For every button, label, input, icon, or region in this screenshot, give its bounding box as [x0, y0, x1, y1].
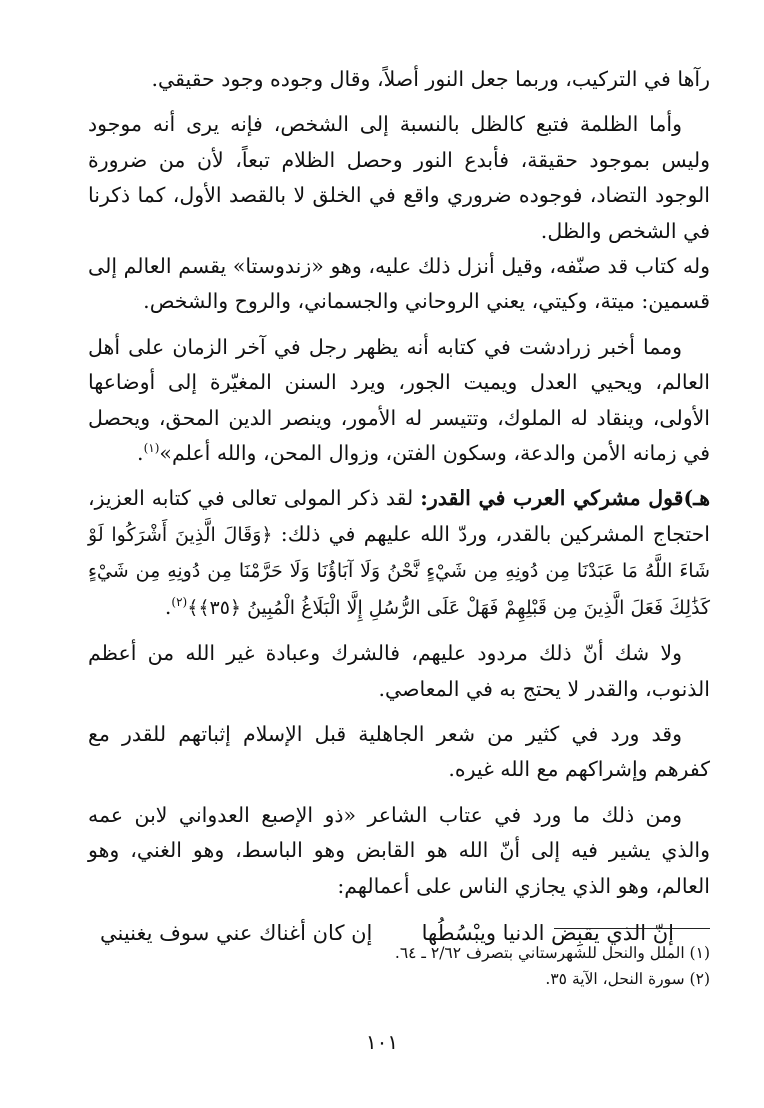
paragraph-7: وقد ورد في كثير من شعر الجاهلية قبل الإسلام إثباتهم للقدر مع كفرهم وإشراكهم مع الله غيره.: [88, 721, 710, 782]
footnote-1: (١) الملل والنحل للشهرستاني بتصرف ٢/٦٢ ـ ٦٤.: [394, 944, 710, 962]
paragraph-5: [88, 481, 710, 626]
paragraph-1: رآها في التركيب، وربما جعل النور أصلاً، وقال وجوده وجود حقيقي.: [151, 67, 710, 91]
quran-verse: ﴿وَقَالَ الَّذِينَ أَشْرَكُوا لَوْ شَاءَ اللَّهُ مَا عَبَدْنَا مِن دُونِهِ مِن شَيْءٍ نَّحْنُ وَلَا آبَاؤُنَا وَلَا حَرَّمْنَا مِن دُونِهِ مِن شَيْءٍ كَذَٰلِكَ فَعَلَ الَّذِينَ مِن قَبْلِهِمْ فَهَلْ عَلَى الرُّسُلِ إِلَّا الْبَلَاغُ الْمُبِينُ ﴿٣٥﴾﴾: [88, 523, 710, 619]
footnotes: [88, 940, 710, 992]
verse-first-hemistich: إنّ الذي يقبِض الدنيا ويبْسُطُها: [421, 920, 674, 945]
footnote-ref-1: (١): [143, 441, 160, 456]
paragraph-5-text: لقد ذكر المولى تعالى في كتابه العزيز، احتجاج المشركين بالقدر، وردّ الله عليهم في ذلك:: [88, 486, 710, 546]
paragraph-4-text: ومما أخبر زرادشت في كتابه أنه يظهر رجل في آخر الزمان على أهل العالم، ويحيي العدل ويميت الجور، ويرد السنن المغيّرة إلى أوضاعها الأولى، وينقاد له الملوك، وتتيسر له الأمور، وينصر الدين المحق، ويحصل في زمانه الأمن والدعة، وسكون الفتن، وزوال المحن، والله أعلم»: [88, 334, 710, 466]
verse-second-hemistich: إن كان أغناك عني سوف يغنيني: [100, 920, 373, 945]
paragraph-3: وله كتاب قد صنّفه، وقيل أنزل ذلك عليه، وهو «زندوستا» يقسم العالم إلى قسمين: ميتة، وكيتي، يعني الروحاني والجسماني، والروح والشخص.: [88, 254, 710, 314]
paragraph-5-end: .: [164, 594, 172, 619]
footnote-2: (٢) سورة النحل، الآية ٣٥.: [545, 970, 710, 988]
page-number: ١٠١: [365, 1030, 399, 1054]
main-text: [88, 62, 710, 951]
section-heading: هـ)قول مشركي العرب في القدر:: [420, 486, 711, 511]
paragraph-4: ومما أخبر زرادشت في كتابه أنه يظهر رجل في آخر الزمان على أهل العالم، ويحيي العدل ويميت الجور، ويرد السنن المغيّرة إلى أوضاعها الأولى، وينقاد له الملوك، وتتيسر له الأمور، وينصر الدين المحق، ويحصل في زمانه الأمن والدعة، وسكون الفتن، وزوال المحن، والله أعلم»$^{(١)}$.: [88, 334, 710, 466]
footnote-ref-2: (٢): [171, 594, 188, 609]
footnote-divider: [554, 928, 710, 929]
paragraph-2: وأما الظلمة فتبع كالظل بالنسبة إلى الشخص، فإنه يرى أنه موجود وليس بموجود حقيقة، فأبدع النور وحصل الظلام تبعاً، لأن من ضرورة الوجود التضاد، فوجوده ضروري واقع في الخلق لا بالقصد الأول، كما ذكرنا في الشخص والظل.: [88, 112, 711, 243]
paragraph-6: ولا شك أنّ ذلك مردود عليهم، فالشرك وعبادة غير الله من أعظم الذنوب، والقدر لا يحتج به في المعاصي.: [88, 641, 710, 701]
paragraph-8: ومن ذلك ما ورد في عتاب الشاعر «ذو الإصبع العدواني لابن عمه والذي يشير فيه إلى أنّ الله هو القابض وهو الباسط، وهو الغني، وهو العالم، وهو الذي يجازي الناس على أعمالهم:: [88, 802, 710, 898]
